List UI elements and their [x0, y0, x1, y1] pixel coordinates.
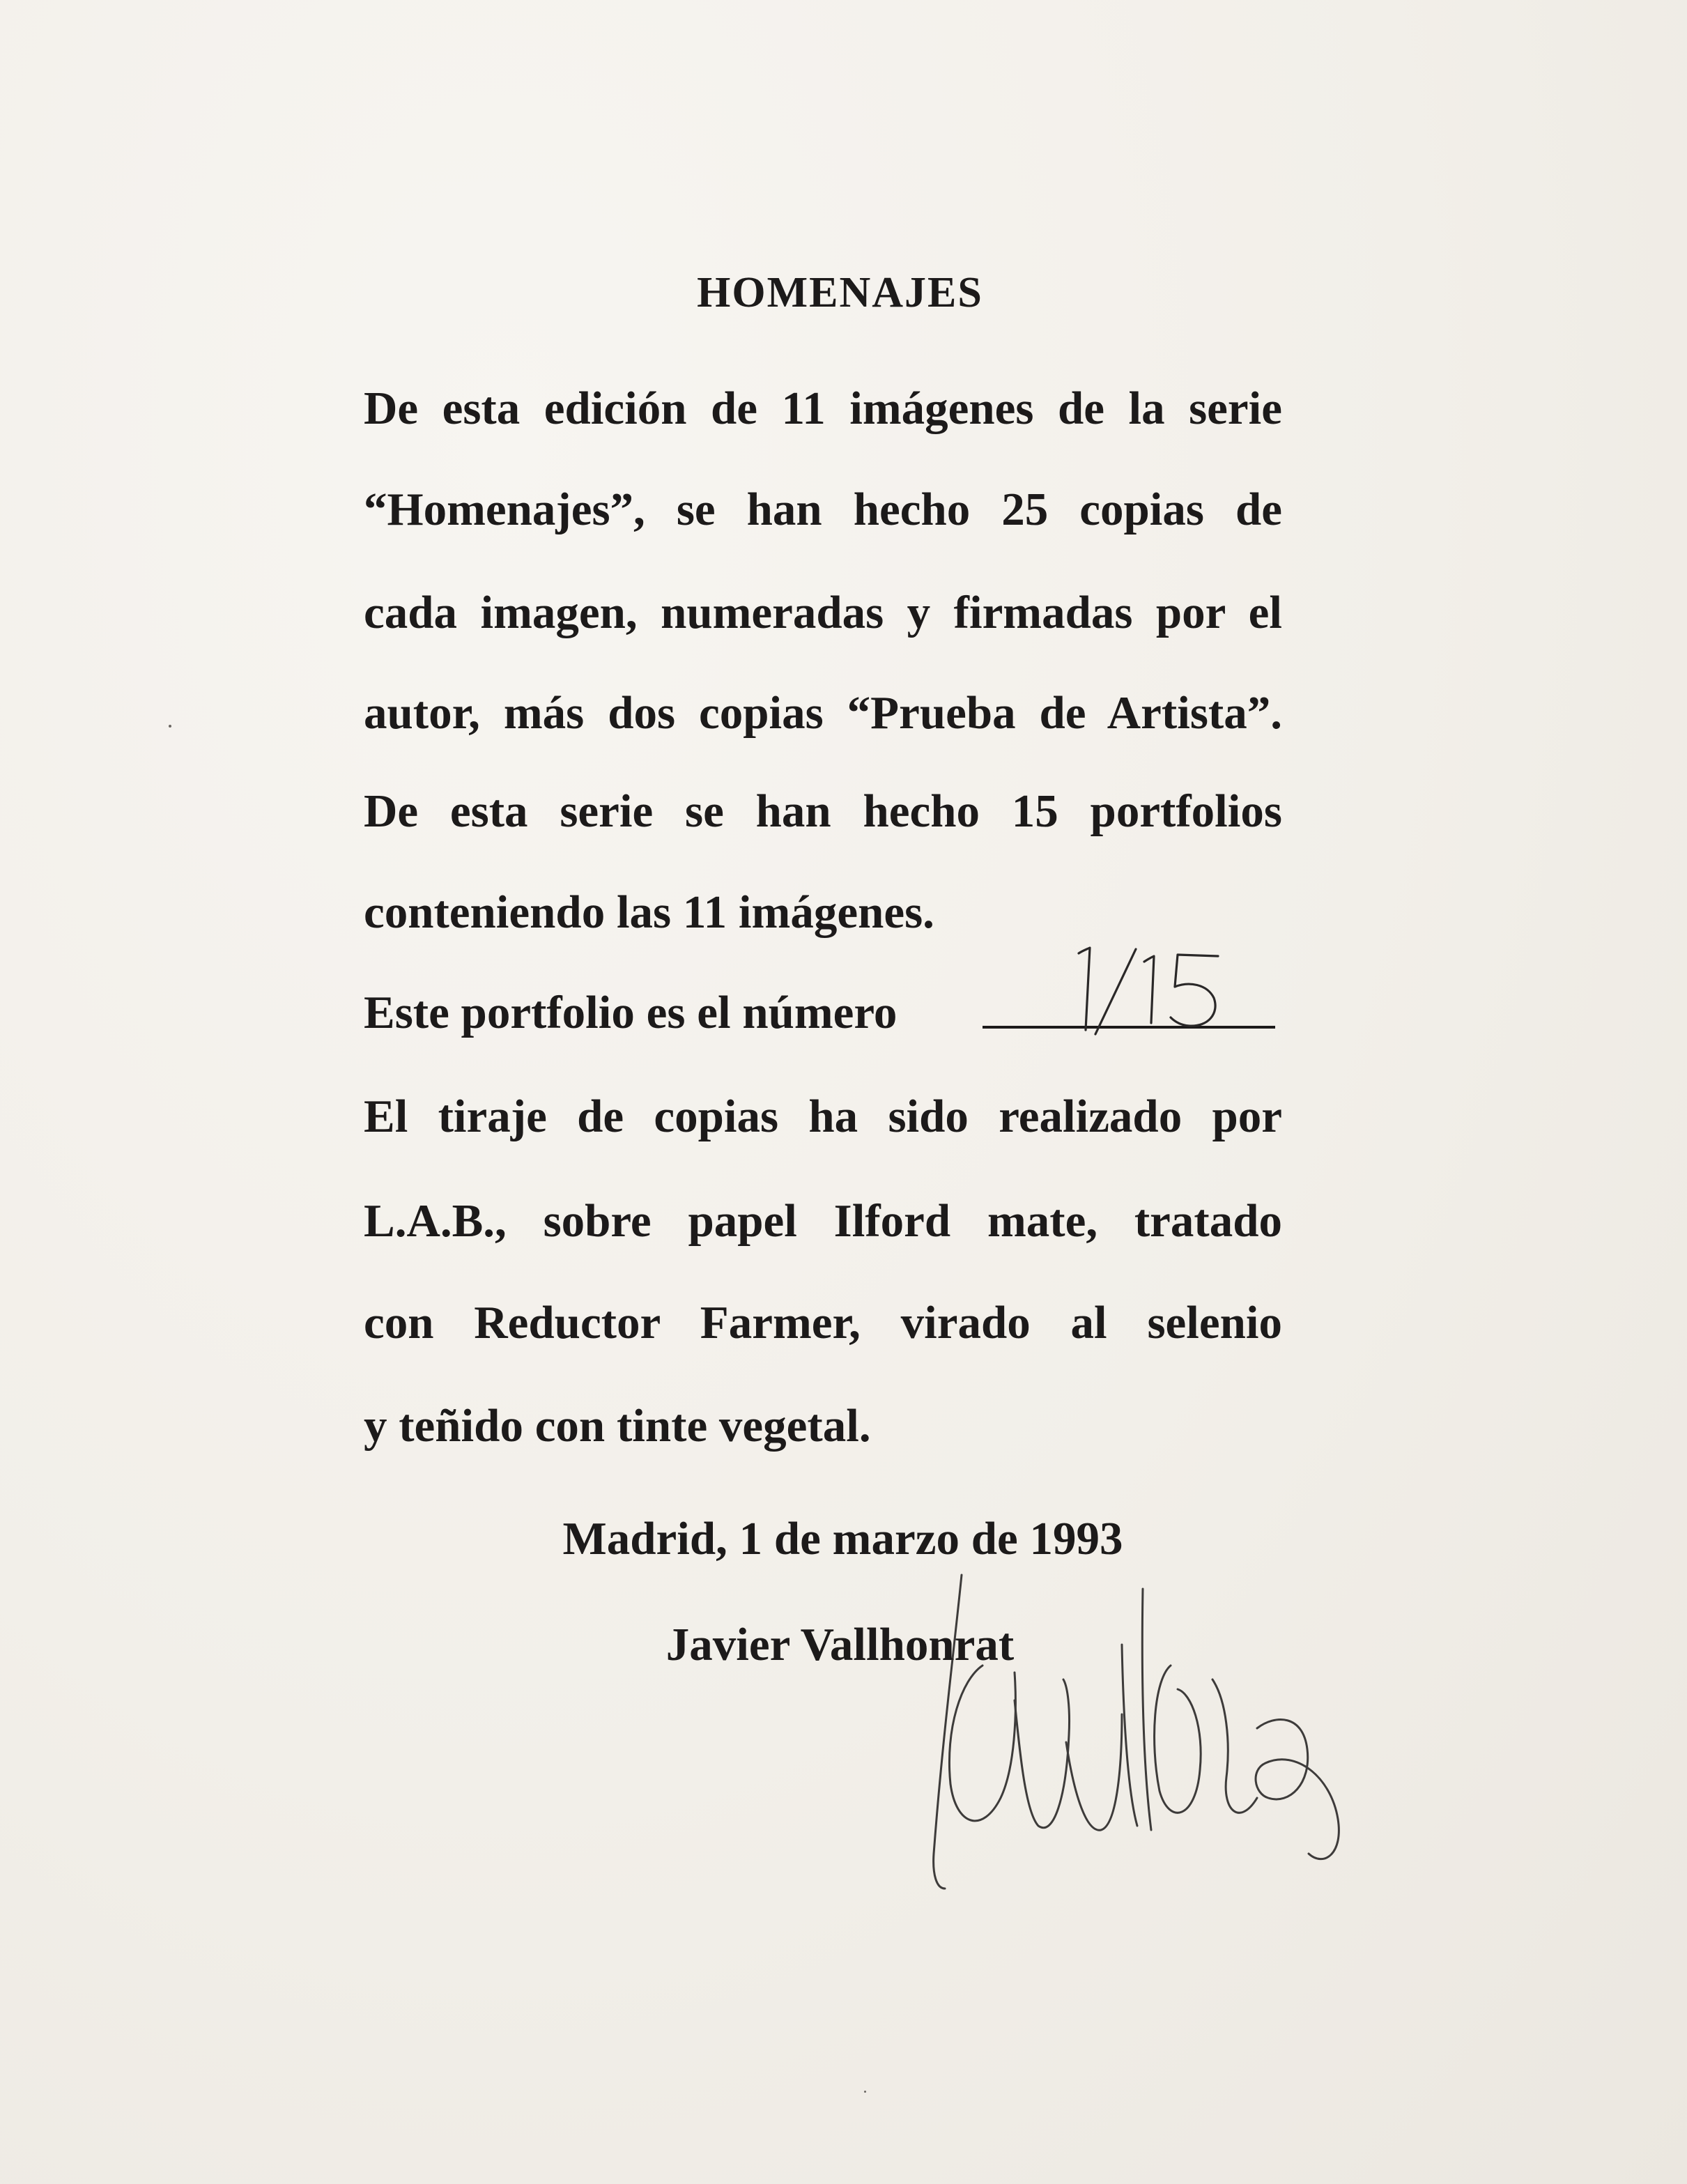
edition-number-label: Este portfolio es el número: [364, 987, 898, 1038]
handwritten-edition-number-icon: [1052, 941, 1233, 1038]
paper-speck: [864, 2091, 866, 2093]
paragraph2-line2: conteniendo las 11 imágenes.: [364, 886, 934, 938]
paragraph3-line3: con Reductor Farmer, virado al selenio: [364, 1297, 1282, 1348]
place-date: Madrid, 1 de marzo de 1993: [562, 1513, 1123, 1564]
author-name: Javier Vallhonrat: [665, 1619, 1015, 1670]
paper-speck: [169, 725, 171, 728]
paragraph3-line1: El tiraje de copias ha sido realizado por: [364, 1091, 1282, 1142]
paragraph2-line1: De esta serie se han hecho 15 portfolios: [364, 785, 1282, 837]
paragraph3-line2: L.A.B., sobre papel Ilford mate, tratado: [364, 1195, 1282, 1247]
paragraph1-line3: cada imagen, numeradas y firmadas por el: [364, 587, 1282, 638]
paragraph3-line4: y teñido con tinte vegetal.: [364, 1400, 871, 1452]
paragraph1-line1: De esta edición de 11 imágenes de la serie: [364, 383, 1282, 434]
handwritten-signature-icon: [878, 1561, 1380, 1951]
paragraph1-line2: “Homenajes”, se han hecho 25 copias de: [364, 484, 1282, 535]
paragraph1-line4: autor, más dos copias “Prueba de Artista”.: [364, 687, 1282, 739]
document-title: HOMENAJES: [697, 269, 983, 316]
